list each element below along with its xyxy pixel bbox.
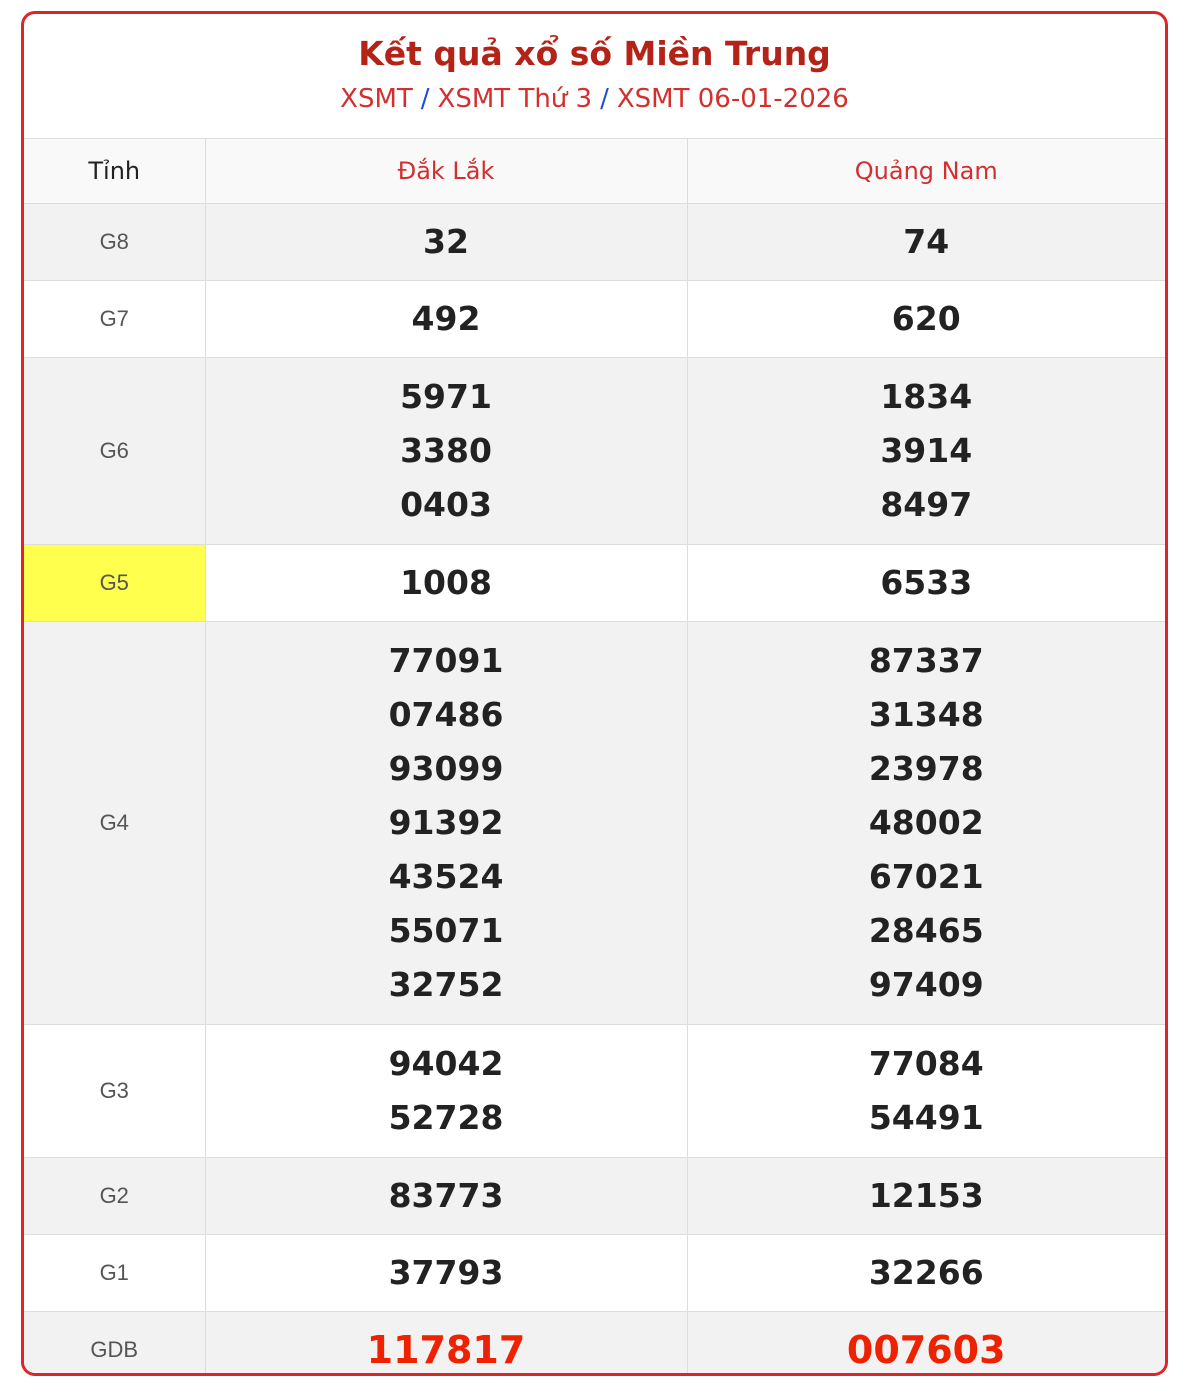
prize-number: 52728 bbox=[388, 1098, 504, 1137]
prize-number: 07486 bbox=[388, 695, 504, 734]
prize-cell bbox=[205, 1158, 687, 1235]
page-title: Kết quả xổ số Miền Trung bbox=[358, 34, 831, 73]
table-row bbox=[24, 1158, 1165, 1235]
prize-number: 77091 bbox=[388, 641, 504, 680]
prize-number: 55071 bbox=[388, 911, 504, 950]
prize-cell bbox=[205, 358, 687, 545]
prize-number: 91392 bbox=[388, 803, 504, 842]
prize-number: 32266 bbox=[868, 1253, 984, 1292]
prize-number: 12153 bbox=[868, 1176, 984, 1215]
prize-number: 93099 bbox=[388, 749, 504, 788]
prize-number: 32752 bbox=[388, 965, 504, 1004]
prize-number: 28465 bbox=[868, 911, 984, 950]
prize-cell bbox=[205, 1312, 687, 1377]
prize-number: 54491 bbox=[868, 1098, 984, 1137]
prize-number: 6533 bbox=[880, 563, 973, 602]
prize-number: 3380 bbox=[400, 431, 492, 470]
prize-label: G8 bbox=[24, 204, 205, 281]
prize-cell bbox=[205, 545, 687, 622]
prize-cell bbox=[687, 545, 1165, 622]
table-row bbox=[24, 1025, 1165, 1158]
prize-cell bbox=[205, 204, 687, 281]
prize-number: 3914 bbox=[880, 431, 973, 470]
column-header-dak-lak[interactable]: Đắk Lắk bbox=[205, 139, 687, 204]
prize-label: GDB bbox=[24, 1312, 205, 1377]
prize-number: 43524 bbox=[388, 857, 504, 896]
table-row bbox=[24, 358, 1165, 545]
prize-cell bbox=[687, 1025, 1165, 1158]
prize-number: 97409 bbox=[868, 965, 984, 1004]
prize-label: G6 bbox=[24, 358, 205, 545]
prize-cell bbox=[205, 1235, 687, 1312]
prize-number: 74 bbox=[903, 222, 950, 261]
prize-number: 1008 bbox=[400, 563, 492, 602]
prize-number: 37793 bbox=[388, 1253, 504, 1292]
prize-number: 83773 bbox=[388, 1176, 504, 1215]
prize-number: 31348 bbox=[868, 695, 984, 734]
results-card bbox=[21, 11, 1168, 1376]
prize-cell bbox=[205, 281, 687, 358]
results-body bbox=[24, 204, 1165, 1377]
breadcrumb-separator: / bbox=[600, 84, 609, 114]
breadcrumb-xsmt[interactable]: XSMT bbox=[340, 84, 413, 114]
prize-cell bbox=[687, 1158, 1165, 1235]
prize-number: 492 bbox=[411, 299, 481, 338]
table-row bbox=[24, 545, 1165, 622]
prize-number: 0403 bbox=[400, 485, 492, 524]
prize-number: 620 bbox=[891, 299, 961, 338]
prize-cell bbox=[687, 1235, 1165, 1312]
prize-label: G2 bbox=[24, 1158, 205, 1235]
prize-number: 32 bbox=[423, 222, 469, 261]
prize-label: G7 bbox=[24, 281, 205, 358]
prize-label: G5 bbox=[24, 545, 205, 622]
breadcrumb-separator: / bbox=[420, 84, 430, 114]
prize-label: G3 bbox=[24, 1025, 205, 1158]
prize-cell bbox=[687, 622, 1165, 1025]
prize-number: 94042 bbox=[388, 1044, 504, 1083]
prize-cell bbox=[205, 622, 687, 1025]
table-row bbox=[24, 204, 1165, 281]
special-prize-number: 007603 bbox=[846, 1328, 1006, 1372]
prize-number: 1834 bbox=[880, 377, 973, 416]
table-row bbox=[24, 622, 1165, 1025]
prize-number: 23978 bbox=[868, 749, 984, 788]
results-header bbox=[24, 14, 1165, 138]
special-prize-number: 117817 bbox=[366, 1328, 526, 1372]
prize-cell bbox=[687, 281, 1165, 358]
breadcrumb bbox=[24, 82, 1165, 116]
prize-number: 8497 bbox=[880, 485, 973, 524]
column-header-quang-nam[interactable]: Quảng Nam bbox=[687, 139, 1165, 204]
table-row bbox=[24, 1312, 1165, 1377]
breadcrumb-xsmt-thu-3[interactable]: XSMT Thứ 3 bbox=[437, 84, 593, 114]
prize-cell bbox=[687, 358, 1165, 545]
breadcrumb-xsmt-date[interactable]: XSMT 06-01-2026 bbox=[616, 84, 849, 114]
prize-label: G4 bbox=[24, 622, 205, 1025]
prize-cell bbox=[687, 1312, 1165, 1377]
table-header-row bbox=[24, 139, 1165, 204]
column-header-tinh: Tỉnh bbox=[24, 139, 205, 204]
prize-number: 48002 bbox=[868, 803, 984, 842]
prize-cell bbox=[687, 204, 1165, 281]
prize-cell bbox=[205, 1025, 687, 1158]
results-table bbox=[24, 138, 1165, 1376]
prize-number: 77084 bbox=[868, 1044, 984, 1083]
prize-label: G1 bbox=[24, 1235, 205, 1312]
prize-number: 67021 bbox=[868, 857, 984, 896]
table-row bbox=[24, 1235, 1165, 1312]
table-row bbox=[24, 281, 1165, 358]
prize-number: 87337 bbox=[868, 641, 984, 680]
prize-number: 5971 bbox=[400, 377, 492, 416]
